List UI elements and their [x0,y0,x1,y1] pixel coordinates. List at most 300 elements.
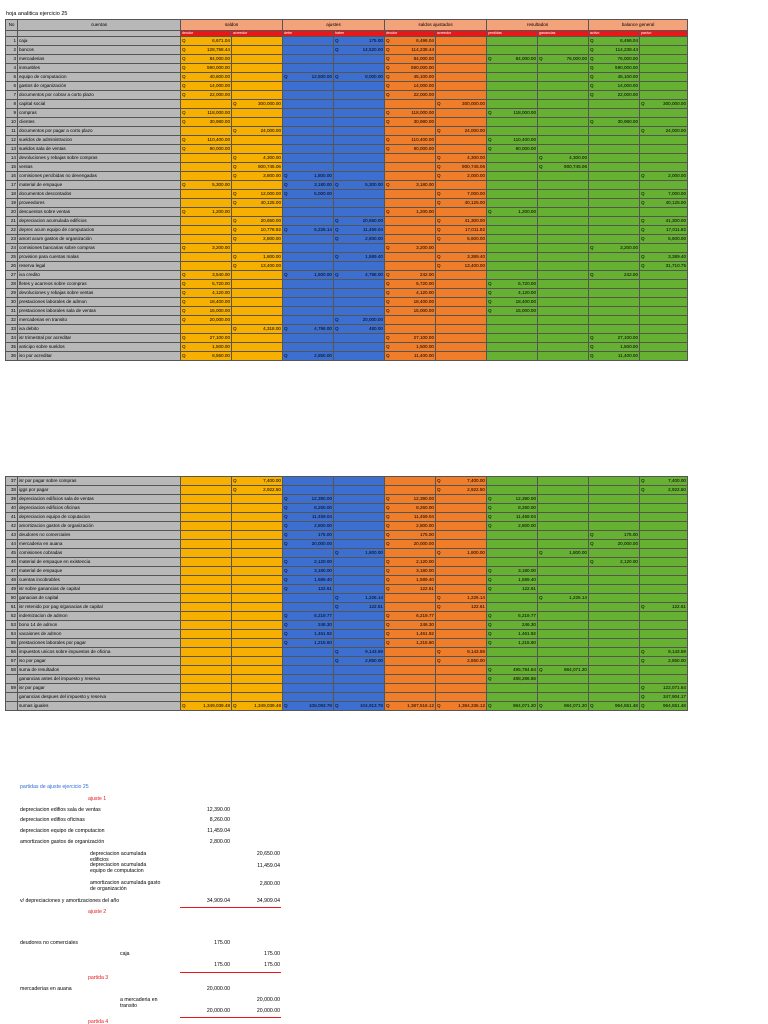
header-sub-acreedor: acreedor [232,31,283,37]
currency-symbol: Q [437,191,441,196]
entry-amount: 8,260.00 [209,817,230,823]
row-number: 23 [6,235,18,244]
amount-value: 45,100.00 [617,74,639,79]
adjustment-3-label: partida 3 [88,975,109,981]
amount-value: 90,000.00 [413,146,434,151]
currency-symbol: Q [590,38,594,43]
currency-symbol: Q [437,550,441,555]
currency-symbol: Q [386,38,390,43]
amount-value: 242.00 [623,272,639,277]
currency-symbol: Q [437,478,441,483]
currency-symbol: Q [590,56,594,61]
amount-value: 30,980.00 [209,119,230,124]
currency-symbol: Q [182,245,186,250]
amount-value: 122,071.64 [663,685,686,690]
amount-value: 2,800.00 [365,236,383,241]
account-name: clientes [18,118,181,127]
amount-value: 7,000.00 [668,191,687,196]
amount-value: 7,400.00 [263,478,281,483]
currency-symbol: Q [437,263,441,268]
currency-symbol: Q [284,631,288,636]
amount-value: 13,400.00 [260,263,281,268]
currency-symbol: Q [386,496,390,501]
amount-value: 175.00 [317,532,332,537]
account-name: iva credito [18,271,181,280]
currency-symbol: Q [284,613,288,618]
amount-value: 8,260.00 [518,505,536,510]
account-name: prestaciones laborales por pagar [18,639,181,648]
currency-symbol: Q [284,505,288,510]
account-name: prestaciones laborales sala de ventas [18,307,181,316]
currency-symbol: Q [284,191,288,196]
currency-symbol: Q [386,622,390,627]
currency-symbol: Q [335,74,339,79]
currency-symbol: Q [284,496,288,501]
currency-symbol: Q [335,326,339,331]
currency-symbol: Q [284,523,288,528]
row-number: 22 [6,226,18,235]
account-name: isr sobre ganancias de capital [18,585,181,594]
row-number: 10 [6,118,18,127]
amount-value: 104,913.78 [360,703,383,708]
amount-value: 1,200.00 [416,209,434,214]
currency-symbol: Q [386,640,390,645]
amount-value: 6,219.77 [416,613,434,618]
amount-value: 900,745.06 [258,164,281,169]
currency-symbol: Q [386,532,390,537]
currency-symbol: Q [590,74,594,79]
currency-symbol: Q [335,182,339,187]
row-number: 56 [6,648,18,657]
currency-symbol: Q [590,335,594,340]
row-number: 44 [6,540,18,549]
amount-value: 1,226.14 [569,595,587,600]
account-name: deudores no comerciales [18,531,181,540]
amount-value: 20,000.00 [362,317,383,322]
currency-symbol: Q [488,299,492,304]
amount-value: 18,400.00 [209,299,230,304]
row-number: 53 [6,621,18,630]
row-number: 52 [6,612,18,621]
amount-value: 3,180.00 [314,182,332,187]
currency-symbol: Q [233,200,237,205]
header-sub-activo: activo [589,31,640,37]
header-sub-pasivo: pasivo [640,31,688,37]
amount-value: 14,000.00 [617,83,639,88]
amount-value: 24,000.00 [260,128,281,133]
credit-text: equipo de computacion [90,868,144,874]
currency-symbol: Q [233,218,237,223]
currency-symbol: Q [233,326,237,331]
account-name: material de empaque [18,181,181,190]
account-name: documentos por cobrar a corto plazo [18,91,181,100]
amount-value: 9,143.59 [668,649,686,654]
amount-value: 14,000.00 [413,83,434,88]
currency-symbol: Q [437,173,441,178]
account-name: iso por acreditar [18,352,181,361]
amount-value: 118,000.00 [207,110,230,115]
amount-value: 2,800.00 [263,236,281,241]
header-saldos: saldos [181,20,283,31]
currency-symbol: Q [641,685,645,690]
credit-text: amortizacion acumulada gasto [90,880,161,886]
currency-symbol: Q [233,487,237,492]
account-name: isr trimestral por acreditar [18,334,181,343]
currency-symbol: Q [182,47,186,52]
row-number: 33 [6,325,18,334]
currency-symbol: Q [182,335,186,340]
amount-value: 3,800.00 [263,173,281,178]
row-number: 12 [6,136,18,145]
currency-symbol: Q [233,227,237,232]
amount-value: 175.00 [368,38,383,43]
amount-value: 20,000.00 [413,541,434,546]
currency-symbol: Q [233,164,237,169]
currency-symbol: Q [641,236,645,241]
amount-value: 347,904.17 [663,694,686,699]
amount-value: 9,143.59 [365,649,383,654]
currency-symbol: Q [386,245,390,250]
currency-symbol: Q [386,209,390,214]
amount-value: 20,000.00 [209,317,230,322]
amount-value: 2,850.00 [365,658,383,663]
amount-value: 2,120.00 [416,559,434,564]
currency-symbol: Q [539,550,543,555]
currency-symbol: Q [437,128,441,133]
currency-symbol: Q [335,658,339,663]
currency-symbol: Q [539,667,543,672]
currency-symbol: Q [182,299,186,304]
currency-symbol: Q [488,146,492,151]
currency-symbol: Q [284,640,288,645]
credit-text: edificios [90,857,109,863]
amount-value: 1,200.00 [518,209,537,214]
currency-symbol: Q [437,218,441,223]
currency-symbol: Q [641,173,645,178]
currency-symbol: Q [437,487,441,492]
currency-symbol: Q [539,56,543,61]
account-name: depreciacion acumulada edificios [18,217,181,226]
currency-symbol: Q [437,101,441,106]
currency-symbol: Q [284,541,288,546]
header-cuentas: cuentas [18,20,181,31]
row-number: 7 [6,91,18,100]
header-sub-ganancias: ganancias [538,31,589,37]
account-name: fletes y acarreos sobre ccompras [18,280,181,289]
amount-value: 2,850.00 [467,658,485,663]
currency-symbol: Q [182,146,186,151]
entry-text: mercaderias en auana [20,986,72,992]
row-number: 24 [6,244,18,253]
credit-amount: 20,650.00 [256,851,280,857]
account-name: amort acum gastos de organización [18,235,181,244]
amount-value: 122.61 [521,586,536,591]
currency-symbol: Q [641,487,645,492]
currency-symbol: Q [488,676,492,681]
amount-value: 175.00 [419,532,434,537]
currency-symbol: Q [437,254,441,259]
currency-symbol: Q [233,128,237,133]
amount-value: 3,180.00 [416,182,434,187]
currency-symbol: Q [437,649,441,654]
row-number: 39 [6,495,18,504]
currency-symbol: Q [386,281,390,286]
amount-value: 12,500.00 [311,74,332,79]
row-number: 41 [6,513,18,522]
currency-symbol: Q [182,317,186,322]
currency-symbol: Q [641,200,645,205]
amount-value: 31,710.75 [665,263,687,268]
account-name: iso por pagar [18,657,181,666]
currency-symbol: Q [488,703,492,708]
amount-value: 22,000.00 [209,92,230,97]
currency-symbol: Q [488,568,492,573]
amount-value: 18,400.00 [413,299,434,304]
amount-value: 590,000.00 [411,65,434,70]
amount-value: 1,226.14 [467,595,485,600]
currency-symbol: Q [182,272,186,277]
amount-value: 4,798.00 [365,272,383,277]
amount-value: 6,219.77 [518,613,536,618]
account-name: gastos de organización [18,82,181,91]
currency-symbol: Q [182,119,186,124]
adjustment-1-label: ajuste 1 [88,796,107,802]
currency-symbol: Q [233,263,237,268]
credit-text: de organización [90,886,127,892]
currency-symbol: Q [335,317,339,322]
account-name: sumas iguales [18,702,181,711]
amount-value: 488,286.56 [513,676,536,681]
currency-symbol: Q [284,326,288,331]
amount-value: 8,550.00 [212,353,230,358]
amount-value: 27,100.00 [209,335,230,340]
account-name: ventas [18,163,181,172]
amount-value: 3,540.00 [212,272,230,277]
amount-value: 4,318.00 [263,326,281,331]
amount-value: 114,238.44 [411,47,434,52]
amount-value: 1,800.00 [467,550,485,555]
currency-symbol: Q [437,703,441,708]
amount-value: 24,000.00 [665,128,687,133]
amount-value: 246.30 [317,622,332,627]
currency-symbol: Q [641,604,645,609]
account-name: depreciacion equipo de coputacion [18,513,181,522]
currency-symbol: Q [437,604,441,609]
credit-text: depreciacion acumulada [90,862,147,868]
credit-amount: 175.00 [264,951,280,957]
amount-value: 4,300.00 [467,155,486,160]
currency-symbol: Q [284,703,288,708]
header-sub-perdidas: perdidas [487,31,538,37]
amount-value: 246.30 [419,622,434,627]
amount-value: 15,000.00 [413,308,434,313]
total-debit: 175.00 [214,962,230,968]
total-credit: 34,909.04 [256,898,280,904]
row-number: 3 [6,55,18,64]
row-number: 27 [6,271,18,280]
amount-value: 3,389.40 [467,254,486,259]
credit-amount: 2,800.00 [259,881,280,887]
account-name: provision para cuentas malas [18,253,181,262]
currency-symbol: Q [335,47,339,52]
currency-symbol: Q [386,74,390,79]
row-number: 13 [6,145,18,154]
account-name: deprec acum equipo de computacion [18,226,181,235]
currency-symbol: Q [386,613,390,618]
amount-value: 984,071.20 [564,667,587,672]
amount-value: 1,200.00 [212,209,230,214]
entry-text: depreciacion edifios sala de ventas [20,807,101,813]
account-name: amortizacion gastos de organización [18,522,181,531]
credit-amount: 11,459.04 [257,863,280,869]
amount-value: 1,226.14 [365,595,383,600]
amount-value: 84,000.00 [413,56,434,61]
amount-value: 1,461.92 [518,631,536,636]
amount-value: 122.61 [419,586,434,591]
currency-symbol: Q [386,541,390,546]
row-number: 37 [6,477,18,486]
amount-value: 17,011.82 [464,227,486,232]
amount-value: 2,850.00 [314,353,332,358]
currency-symbol: Q [590,83,594,88]
amount-value: 4,120.00 [416,290,434,295]
currency-symbol: Q [386,308,390,313]
account-name: inmuebles [18,64,181,73]
amount-value: 90,000.00 [209,146,230,151]
currency-symbol: Q [233,254,237,259]
account-name: devoluciones y rebajas sobre compras [18,154,181,163]
amount-value: 45,100.00 [413,74,434,79]
amount-value: 3,389.40 [668,254,687,259]
amount-value: 984,071.20 [564,703,587,708]
currency-symbol: Q [284,173,288,178]
currency-symbol: Q [590,344,594,349]
notes-title: partidas de ajuste ejercicio 25 [20,784,89,790]
amount-value: 4,120.00 [212,290,230,295]
currency-symbol: Q [488,496,492,501]
currency-symbol: Q [386,65,390,70]
row-number: 51 [6,603,18,612]
currency-symbol: Q [641,191,645,196]
currency-symbol: Q [284,227,288,232]
amount-value: 122.61 [470,604,485,609]
currency-symbol: Q [386,568,390,573]
amount-value: 984,071.20 [513,703,536,708]
currency-symbol: Q [182,92,186,97]
account-name: mercaderia en auana [18,540,181,549]
amount-value: 242.00 [419,272,434,277]
amount-value: 1,500.00 [416,344,434,349]
amount-value: 964,551.48 [663,703,686,708]
amount-value: 27,100.00 [617,335,639,340]
amount-value: 1,500.00 [620,344,639,349]
currency-symbol: Q [335,227,339,232]
currency-symbol: Q [386,505,390,510]
account-name: capital social [18,100,181,109]
amount-value: 1,500.00 [314,272,332,277]
amount-value: 15,000.00 [209,308,230,313]
amount-value: 2,000.00 [467,173,486,178]
currency-symbol: Q [284,577,288,582]
currency-symbol: Q [488,308,492,313]
currency-symbol: Q [233,236,237,241]
currency-symbol: Q [182,209,186,214]
currency-symbol: Q [182,110,186,115]
entry-text: depreciacion equipo de computacion [20,828,105,834]
currency-symbol: Q [182,308,186,313]
amount-value: 1,215.60 [416,640,434,645]
row-number: 48 [6,576,18,585]
account-name: ganancias despues del impuesto y reserva [18,693,181,702]
currency-symbol: Q [386,110,390,115]
account-name: isr por pagar [18,684,181,693]
row-number: 45 [6,549,18,558]
currency-symbol: Q [437,155,441,160]
account-name: anticipo sobre sueldos [18,343,181,352]
amount-value: 11,459.04 [362,227,383,232]
amount-value: 5,226.14 [314,227,332,232]
account-name: vacaiones de admon [18,630,181,639]
row-number: 9 [6,109,18,118]
currency-symbol: Q [488,613,492,618]
row-number: 38 [6,486,18,495]
currency-symbol: Q [182,38,186,43]
amount-value: 1,349,039.48 [203,703,230,708]
currency-symbol: Q [386,577,390,582]
amount-value: 3,180.00 [416,568,434,573]
currency-symbol: Q [233,191,237,196]
account-name: ganancias antes del impuesto y reserva [18,675,181,684]
amount-value: 40,125.00 [260,200,281,205]
currency-symbol: Q [386,631,390,636]
amount-value: 5,000.00 [314,191,332,196]
currency-symbol: Q [284,622,288,627]
amount-value: 590,000.00 [207,65,230,70]
currency-symbol: Q [335,272,339,277]
currency-symbol: Q [641,649,645,654]
amount-value: 1,589.40 [314,577,332,582]
amount-value: 1,461.92 [416,631,434,636]
currency-symbol: Q [539,703,543,708]
amount-value: 110,400.00 [207,137,230,142]
header-sub-acreedor-ajustado: acreedor [436,31,487,37]
amount-value: 1,384,336.12 [458,703,485,708]
amount-value: 5,720.00 [416,281,434,286]
amount-value: 12,390.00 [311,496,332,501]
row-number: 43 [6,531,18,540]
amount-value: 7,400.00 [668,478,686,483]
currency-symbol: Q [590,272,594,277]
adjustment-4-label: partida 4 [88,1019,109,1024]
row-number: 29 [6,289,18,298]
currency-symbol: Q [335,236,339,241]
total-debit: 34,909.04 [206,898,230,904]
currency-symbol: Q [233,478,237,483]
amount-value: 40,600.00 [209,74,230,79]
currency-symbol: Q [386,559,390,564]
account-name: mercaderias en transito [18,316,181,325]
row-number: 57 [6,657,18,666]
amount-value: 41,300.00 [665,218,687,223]
amount-value: 480.00 [368,326,383,331]
amount-value: 1,387,516.12 [407,703,434,708]
account-name: indemizacion de admon [18,612,181,621]
currency-symbol: Q [386,137,390,142]
amount-value: 3,200.00 [416,245,434,250]
amount-value: 18,400.00 [515,299,537,304]
header-ajustes: ajustes [283,20,385,31]
entry-text: depreciacion edifios oficinas [20,817,85,823]
